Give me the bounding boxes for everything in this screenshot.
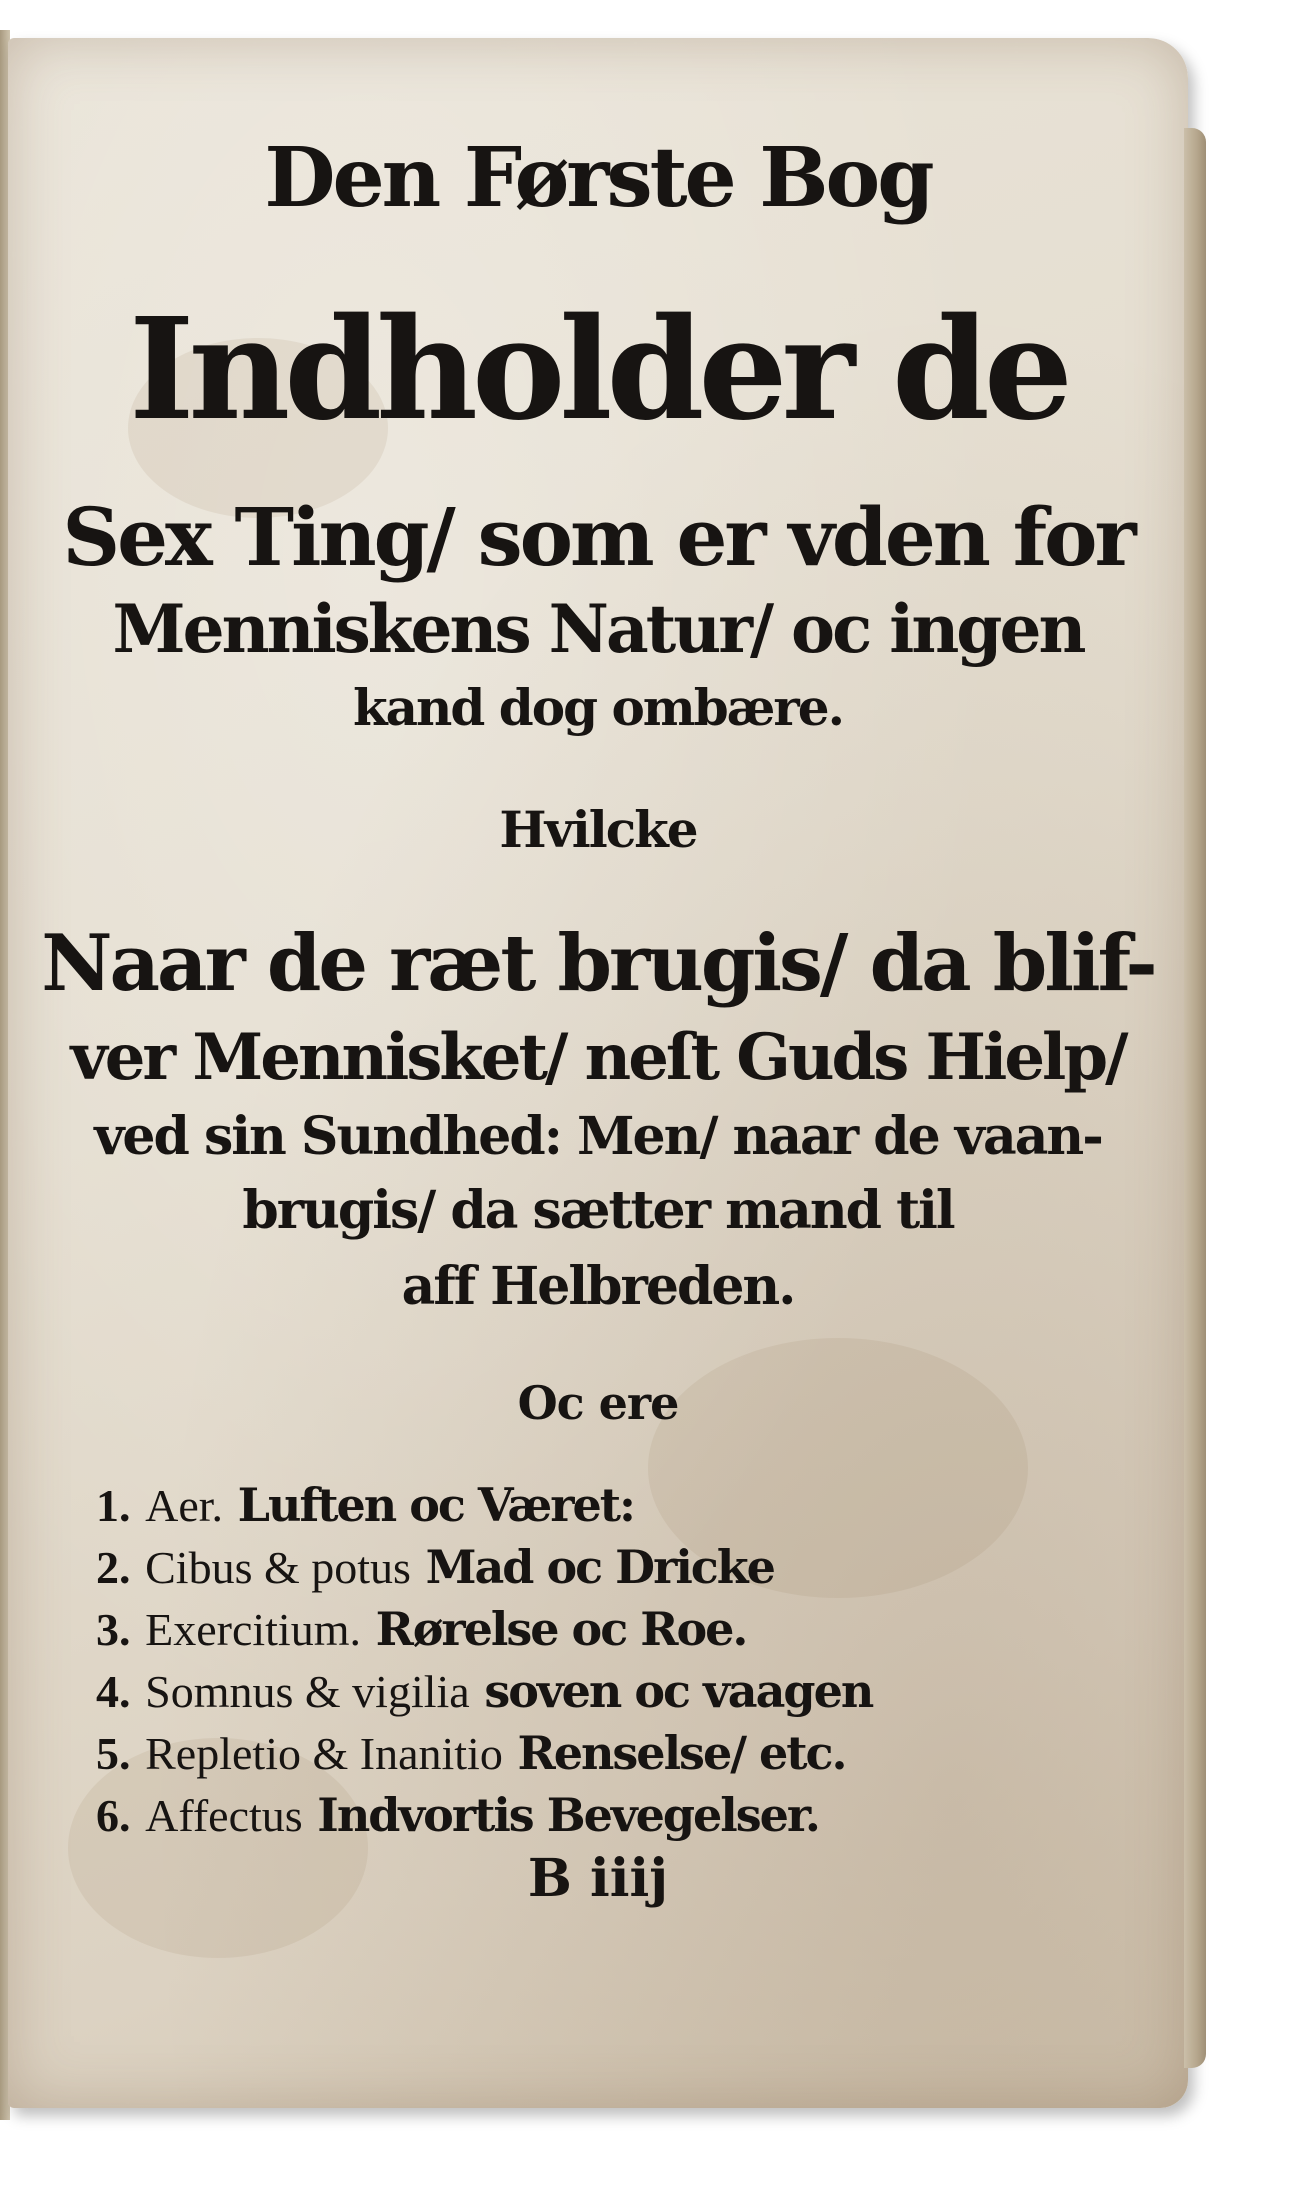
connector-oc-ere: Oc ere (517, 1376, 679, 1430)
item-danish: Renselse/ etc. (517, 1726, 846, 1780)
item-latin: Affectus (145, 1790, 303, 1841)
item-danish: Indvortis Bevegelser. (317, 1788, 819, 1842)
list-item (96, 1788, 872, 1850)
list-item (96, 1540, 872, 1602)
connector-hvilcke: Hvilcke (499, 800, 697, 859)
title-line-4: Menniskens Natur/ oc ingen (112, 590, 1084, 668)
item-danish: Rørelse oc Roe. (375, 1602, 747, 1656)
signature-mark: B iiij (527, 1848, 669, 1909)
item-number: 6. (96, 1790, 131, 1841)
item-danish: soven oc vaagen (484, 1664, 873, 1718)
item-latin: Repletio & Inanitio (145, 1728, 503, 1779)
item-number: 5. (96, 1728, 131, 1779)
item-number: 4. (96, 1666, 131, 1717)
item-danish: Luften oc Været: (237, 1478, 634, 1532)
item-latin: Aer. (145, 1480, 224, 1531)
book-page (8, 38, 1188, 2108)
body-line-10: brugis/ da sætter mand til (242, 1180, 954, 1241)
list-item (96, 1664, 872, 1726)
item-latin: Somnus & vigilia (145, 1666, 470, 1717)
list-item (96, 1602, 872, 1664)
body-line-11: aff Helbreden. (401, 1256, 795, 1317)
six-things-list (96, 1478, 872, 1850)
body-line-8: ver Mennisket/ neſt Guds Hielp/ (70, 1020, 1126, 1095)
item-latin: Exercitium. (145, 1604, 361, 1655)
title-large: Indholder de (129, 288, 1067, 452)
item-latin: Cibus & potus (145, 1542, 411, 1593)
title-line-5: kand dog ombære. (353, 678, 843, 737)
title-line-3: Sex Ting/ som er vden for (62, 490, 1134, 584)
item-number: 3. (96, 1604, 131, 1655)
list-item (96, 1478, 872, 1540)
body-line-7: Naar de ræt brugis/ da blif- (41, 918, 1155, 1009)
book-heading: Den Første Bog (264, 130, 932, 226)
list-item (96, 1726, 872, 1788)
item-danish: Mad oc Dricke (425, 1540, 774, 1594)
item-number: 1. (96, 1480, 131, 1531)
item-number: 2. (96, 1542, 131, 1593)
body-line-9: ved sin Sundhed: Men/ naar de vaan- (94, 1106, 1102, 1167)
